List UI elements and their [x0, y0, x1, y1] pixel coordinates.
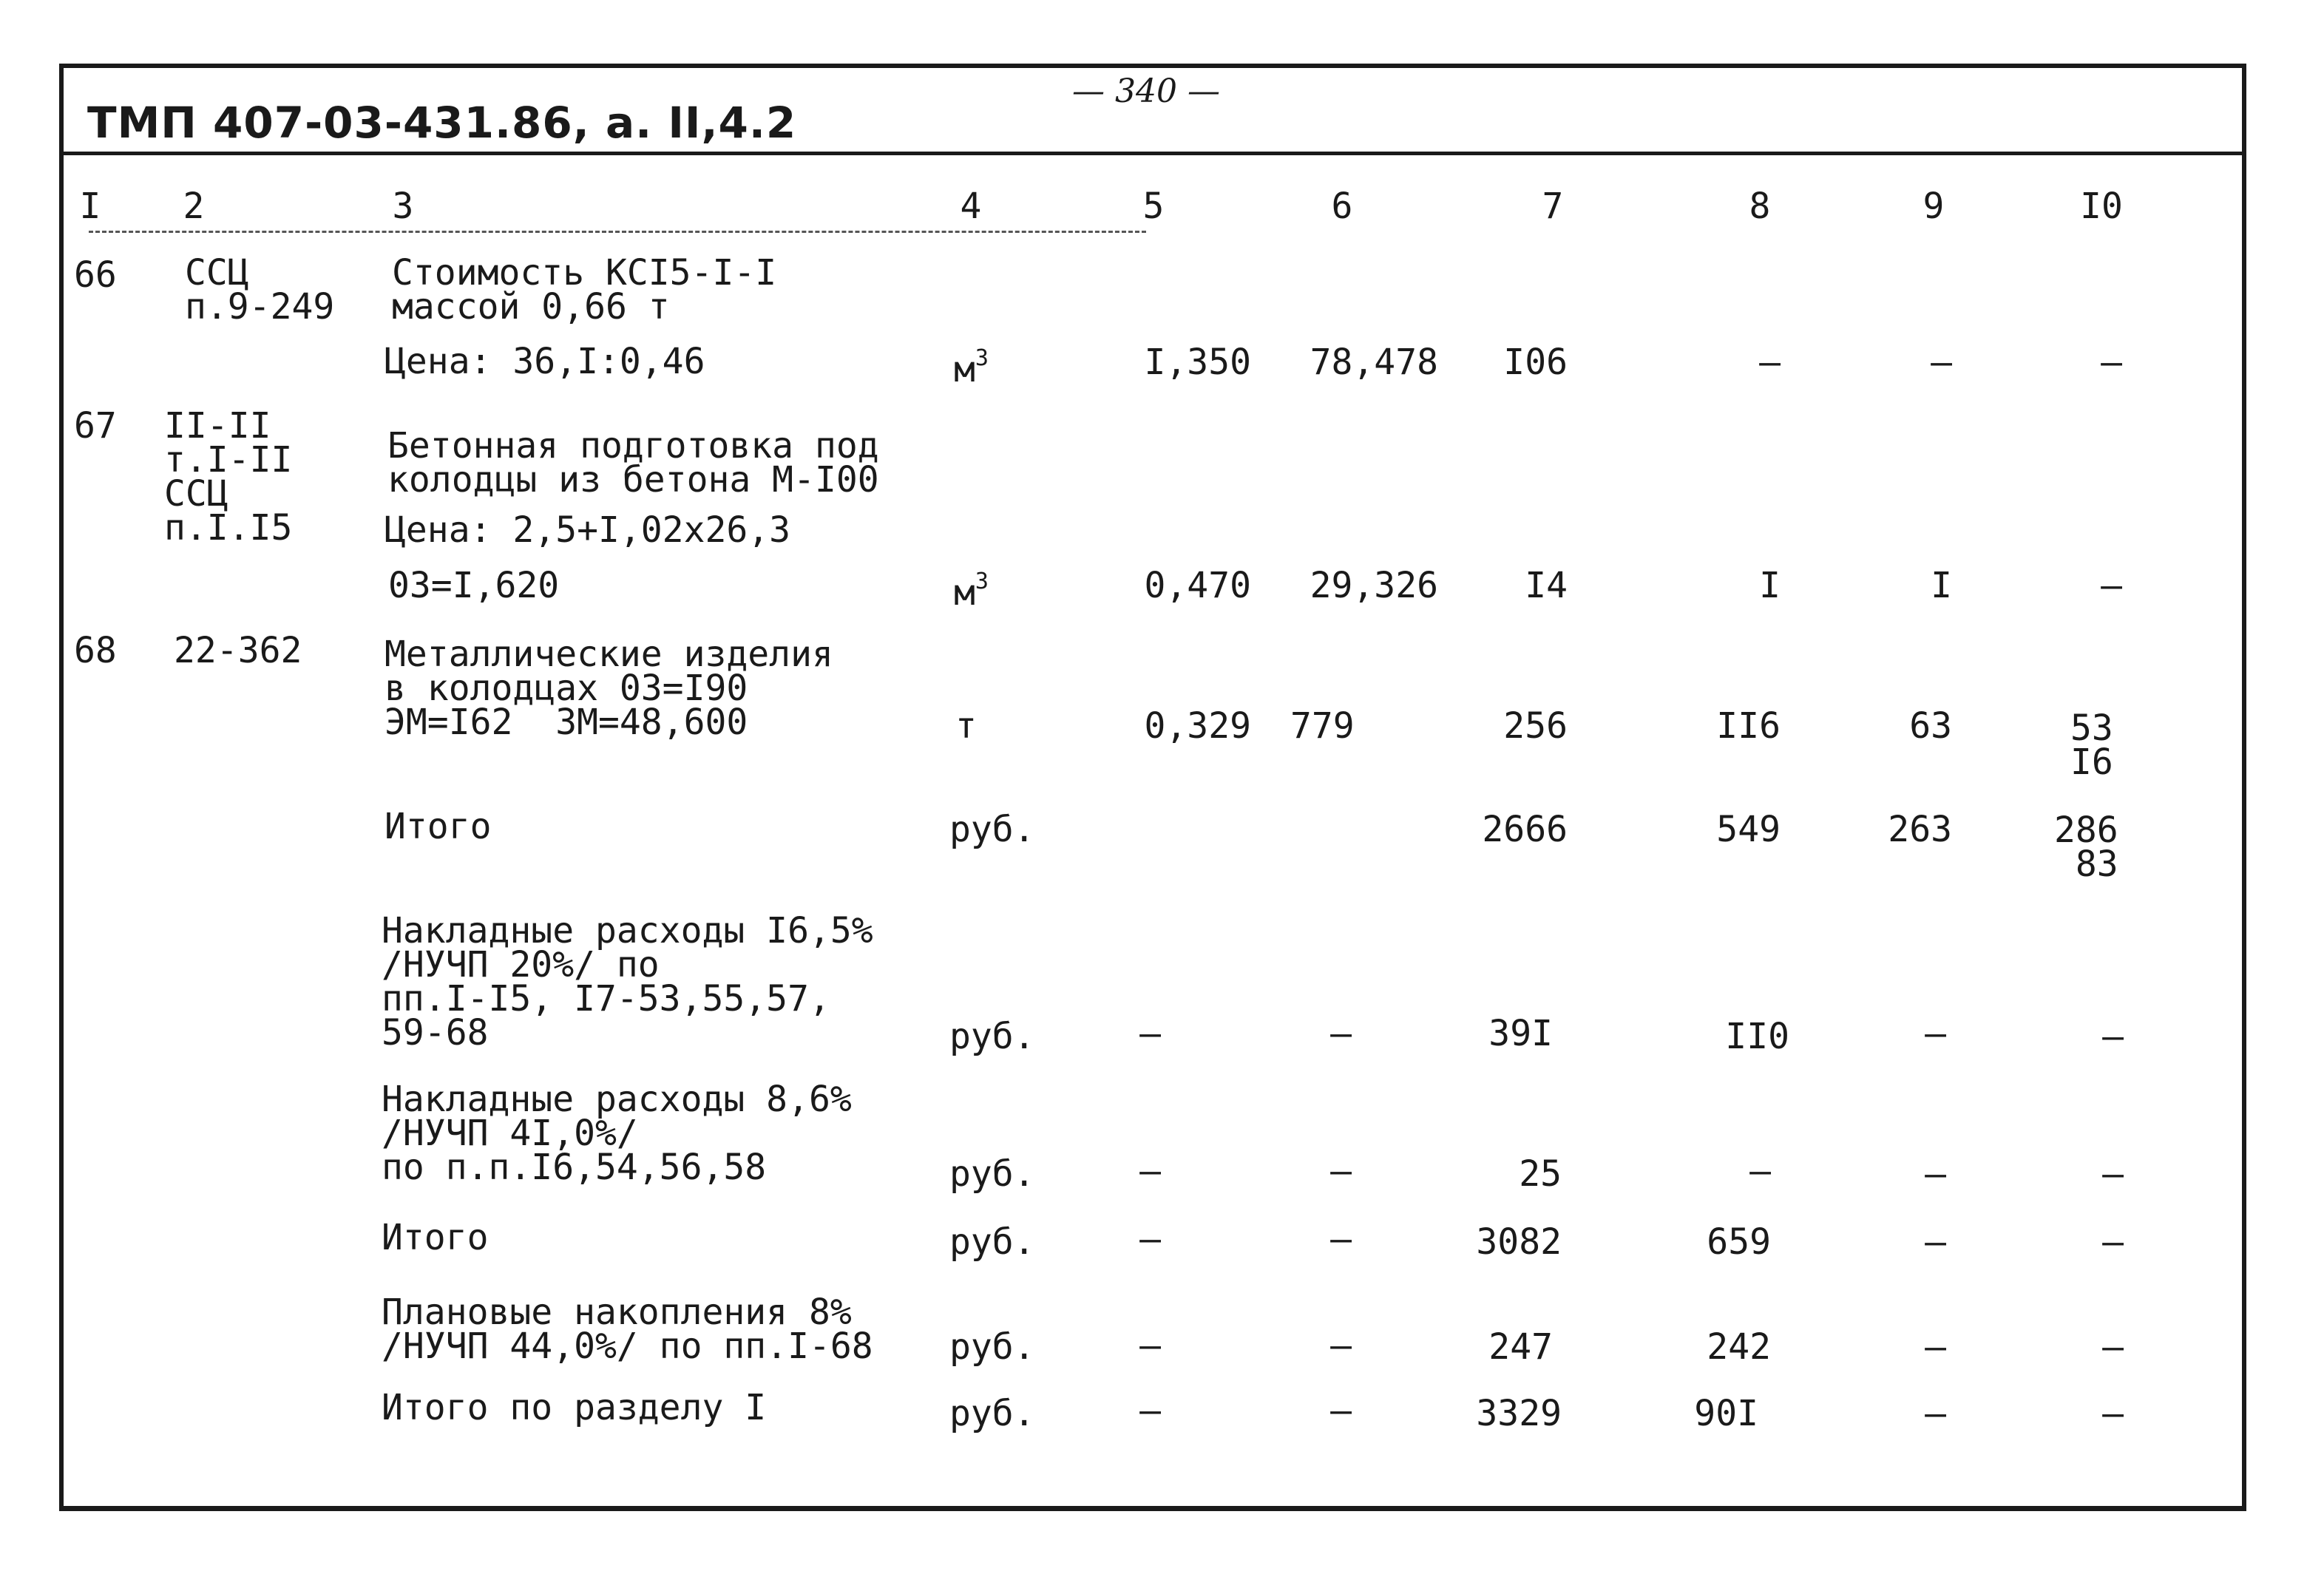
- column-header-4: 4: [960, 186, 982, 227]
- row-66-c9: –: [1931, 342, 1952, 383]
- column-header-6: 6: [1331, 186, 1353, 227]
- section-total-c8: 90I: [1694, 1393, 1758, 1434]
- row-66-num: 66: [74, 254, 117, 296]
- overhead-1-c6: –: [1330, 1013, 1352, 1054]
- subtotal-c7: 2666: [1482, 809, 1568, 850]
- column-header-1: I: [79, 186, 101, 227]
- column-header-7: 7: [1542, 186, 1564, 227]
- row-66-c7: I06: [1503, 342, 1568, 383]
- row-66-unit: $м^3$: [954, 345, 989, 390]
- row-68-c10: 53 I6: [2070, 708, 2113, 783]
- column-header-underline: [89, 231, 1146, 233]
- row-68-ref: 22-362: [174, 630, 302, 671]
- total-c5: –: [1139, 1218, 1161, 1260]
- row-66-c5: I,350: [1144, 342, 1251, 383]
- row-66-c6: 78,478: [1310, 342, 1438, 383]
- row-68-c6: 779: [1290, 705, 1355, 747]
- section-total-c7: 3329: [1476, 1393, 1562, 1434]
- row-67-c6: 29,326: [1310, 565, 1438, 606]
- planned-savings-desc: Плановые накопления 8% /НУЧП 44,0%/ по пп.I-68: [382, 1292, 873, 1367]
- total-c7: 3082: [1476, 1221, 1562, 1263]
- row-66-c8: –: [1759, 342, 1781, 383]
- row-68-num: 68: [74, 630, 117, 671]
- total-c8: 659: [1707, 1221, 1771, 1263]
- planned-savings-c6: –: [1330, 1325, 1352, 1366]
- column-header-5: 5: [1142, 186, 1165, 227]
- column-header-8: 8: [1749, 186, 1771, 227]
- planned-savings-c9: –: [1925, 1326, 1946, 1368]
- row-68-c8: II6: [1716, 705, 1781, 747]
- row-67-desc: Бетонная подготовка под колодцы из бетона М-I00: [387, 425, 879, 501]
- column-header-9: 9: [1922, 186, 1945, 227]
- row-67-price: Цена: 2,5+I,02х26,3: [384, 509, 791, 551]
- row-68-c5: 0,329: [1144, 705, 1251, 747]
- overhead-2-c10: –: [2102, 1153, 2124, 1195]
- section-total-c9: –: [1925, 1393, 1946, 1434]
- total-c9: –: [1925, 1221, 1946, 1263]
- total-label: Итого: [382, 1217, 489, 1258]
- row-67-c9: I: [1931, 565, 1952, 606]
- row-67-c8: I: [1759, 565, 1781, 606]
- row-68-unit: т: [955, 705, 977, 747]
- overhead-1-c9: –: [1925, 1013, 1946, 1054]
- row-68-desc: Металлические изделия в колодцах 03=I90 ЭМ=I62 ЗМ=48,600: [384, 634, 833, 743]
- section-total-c5: –: [1139, 1390, 1161, 1431]
- header-divider: [59, 152, 2246, 155]
- row-67-price2: 03=I,620: [388, 565, 560, 606]
- overhead-1-unit: руб.: [949, 1016, 1035, 1057]
- overhead-1-c10: –: [2102, 1016, 2124, 1057]
- column-header-3: 3: [392, 186, 414, 227]
- page-number: — 340 —: [1072, 72, 1220, 110]
- overhead-2-c7: 25: [1519, 1153, 1562, 1195]
- planned-savings-unit: руб.: [949, 1326, 1035, 1368]
- row-66-ref: ССЦ п.9-249: [185, 252, 335, 328]
- overhead-1-desc: Накладные расходы I6,5% /НУЧП 20%/ по пп.I-I5, I7-53,55,57, 59-68: [382, 910, 873, 1053]
- row-67-unit: $м^3$: [954, 569, 989, 614]
- document-code: ТМП 407-03-431.86, а. II,4.2: [87, 98, 797, 148]
- row-68-c9: 63: [1909, 705, 1952, 747]
- planned-savings-c10: –: [2102, 1326, 2124, 1368]
- total-c6: –: [1330, 1218, 1352, 1260]
- row-66-price: Цена: 36,I:0,46: [384, 341, 705, 382]
- planned-savings-c7: 247: [1488, 1326, 1553, 1368]
- overhead-2-unit: руб.: [949, 1153, 1035, 1195]
- planned-savings-c5: –: [1139, 1325, 1161, 1366]
- column-header-10: I0: [2080, 186, 2123, 227]
- total-c10: –: [2102, 1221, 2124, 1263]
- section-total-c6: –: [1330, 1390, 1352, 1431]
- planned-savings-c8: 242: [1707, 1326, 1771, 1368]
- subtotal-unit: руб.: [949, 809, 1035, 850]
- row-67-c5: 0,470: [1144, 565, 1251, 606]
- row-67-ref: II-II т.I-II ССЦ п.I.I5: [164, 405, 293, 549]
- overhead-2-c6: –: [1330, 1150, 1352, 1192]
- overhead-1-c7: 39I: [1488, 1013, 1553, 1054]
- overhead-2-c9: –: [1925, 1153, 1946, 1195]
- section-total-unit: руб.: [949, 1393, 1035, 1434]
- column-header-2: 2: [183, 186, 205, 227]
- row-66-c10: –: [2101, 342, 2122, 383]
- overhead-2-c8: –: [1749, 1150, 1771, 1192]
- subtotal-c8: 549: [1716, 809, 1781, 850]
- overhead-2-desc: Накладные расходы 8,6% /НУЧП 4I,0%/ по п.п.I6,54,56,58: [382, 1079, 852, 1188]
- subtotal-c10: 286 83: [2054, 810, 2118, 885]
- subtotal-c9: 263: [1888, 809, 1952, 850]
- row-67-num: 67: [74, 405, 117, 447]
- section-total-c10: –: [2102, 1393, 2124, 1434]
- row-67-c7: I4: [1525, 565, 1568, 606]
- section-total-label: Итого по разделу I: [382, 1387, 767, 1428]
- overhead-1-c8: II0: [1725, 1016, 1789, 1057]
- total-unit: руб.: [949, 1221, 1035, 1263]
- row-66-desc: Стоимость КСI5-I-I массой 0,66 т: [392, 252, 777, 328]
- row-68-c7: 256: [1503, 705, 1568, 747]
- subtotal-label: Итого: [384, 806, 492, 847]
- overhead-1-c5: –: [1139, 1013, 1161, 1054]
- row-67-c10: –: [2101, 565, 2122, 606]
- overhead-2-c5: –: [1139, 1150, 1161, 1192]
